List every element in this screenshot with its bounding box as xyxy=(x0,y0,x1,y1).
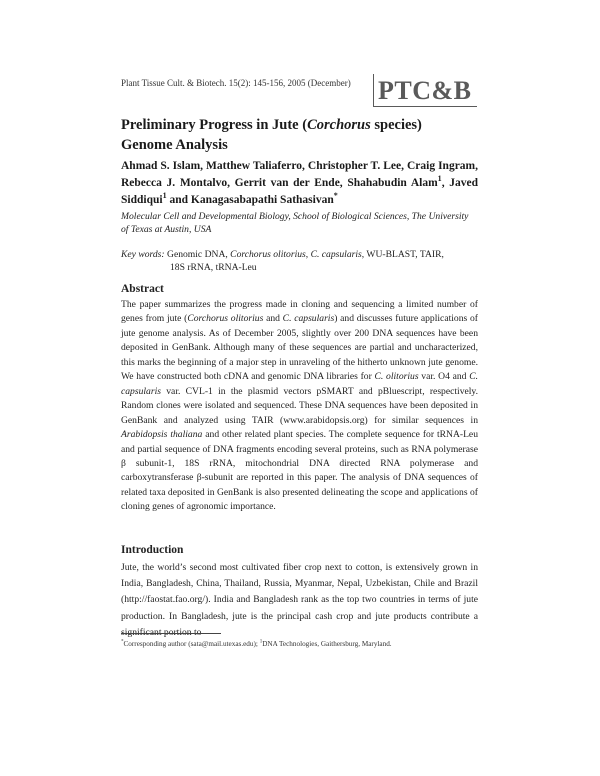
keywords-label: Key words: xyxy=(121,249,165,260)
footnote: *Corresponding author (sata@mail.utexas.edu); $^1$DNA Technologies, Gaithersburg, Maryland. xyxy=(121,639,392,648)
introduction-body: Jute, the world’s second most cultivated fiber crop next to cotton, is extensively grown in India, Bangladesh, China, Thailand, Russia, Myanmar, Nepal, Uzbekistan, Chile and Brazil (http://faostat.fao.org/). India and Bangladesh rank as the top two countries in terms of jute production. In Bangladesh, jute is the principal cash crop and jute products contribute a significant portion to xyxy=(121,562,478,638)
author-list: Ahmad S. Islam, Matthew Taliaferro, Christopher T. Lee, Craig Ingram, Rebecca J. Montalvo, Gerrit van der Ende, Shahabudin Alam$^1$, Javed Siddiqui$^1$ and Kanagasabapathi Sathasivan* xyxy=(121,160,478,207)
abstract-body: The paper summarizes the progress made in cloning and sequencing a limited number of genes from jute (Corchorus olitorius and C. capsularis) and discusses future applications of jute genome analysis. As of December 2005, slightly over 200 DNA sequences have been deposited in GenBank. Although many of these sequences are partial and uncharacterized, this marks the beginning of a major step in unraveling of the hitherto unknown jute genome. We have constructed both cDNA and genomic DNA libraries for C. olitorius var. O4 and C. capsularis var. CVL-1 in the plasmid vectors pSMART and pBluescript, respectively. Random clones were isolated and sequenced. These DNA sequences have been deposited in GenBank and analyzed using TAIR (www.arabidopsis.org) for similar sequences in Arabidopsis thaliana and other related plant species. The complete sequence for tRNA-Leu and partial sequence of DNA fragments encoding several proteins, such as RNA polymerase β subunit-1, 18S rRNA, mitochondrial DNA directed RNA polymerase and carboxytransferase β-subunit are reported in this paper. The analysis of DNA sequences of related taxa deposited in GenBank is also presented delineating the scope and applications of cloning genes of agronomic importance. xyxy=(121,299,478,513)
footnote-divider xyxy=(121,633,221,634)
affiliation: Molecular Cell and Developmental Biology, School of Biological Sciences, The University of Texas at Austin, USA xyxy=(121,211,469,235)
journal-logo: PTC&B xyxy=(373,74,477,107)
introduction-heading: Introduction xyxy=(121,544,184,556)
paper-title: Preliminary Progress in Jute (Corchorus species) Genome Analysis xyxy=(121,117,422,153)
keywords: Key words: Genomic DNA, Corchorus olitorius, C. capsularis, WU-BLAST, TAIR, 18S rRNA, tRNA-Leu xyxy=(121,249,444,273)
abstract-heading: Abstract xyxy=(121,283,164,295)
journal-reference: Plant Tissue Cult. & Biotech. 15(2): 145-156, 2005 (December) xyxy=(121,78,351,88)
